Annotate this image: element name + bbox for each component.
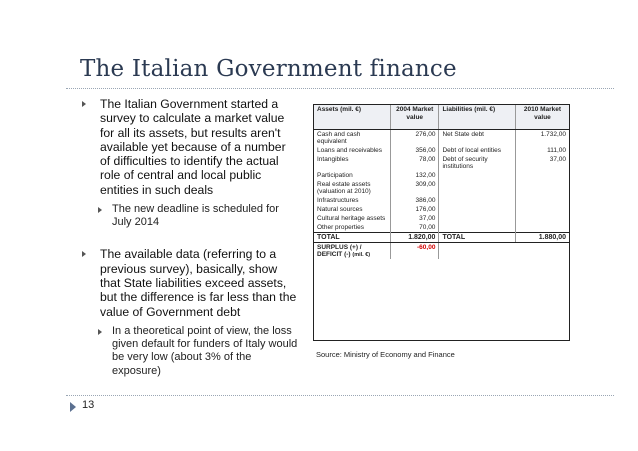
surplus-unit: (mil. €) — [352, 252, 371, 258]
asset-name: Infrastructures — [314, 196, 391, 205]
asset-value: 276,00 — [391, 130, 439, 147]
asset-value: 78,00 — [391, 155, 439, 171]
surplus-value: -60,00 — [391, 243, 439, 260]
table-row — [314, 196, 569, 205]
asset-name: Participation — [314, 171, 391, 180]
bullet-arrow-icon — [98, 329, 102, 335]
asset-value: 70,00 — [391, 223, 439, 233]
asset-name: Loans and receivables — [314, 146, 391, 155]
table-row — [314, 223, 569, 233]
table-row — [314, 155, 569, 171]
sub-bullet-item — [78, 203, 298, 229]
liability-name — [439, 223, 516, 233]
table-row — [314, 214, 569, 223]
total-row — [314, 233, 569, 243]
liability-value — [515, 196, 569, 205]
asset-value: 37,00 — [391, 214, 439, 223]
surplus-row — [314, 243, 569, 260]
surplus-label-text: SURPLUS (+) / DEFICIT (-) — [317, 244, 362, 258]
asset-value: 386,00 — [391, 196, 439, 205]
liability-name — [439, 180, 516, 196]
header-assets: Assets (mil. €) — [314, 105, 391, 130]
bullet-arrow-icon — [82, 251, 86, 257]
asset-value: 356,00 — [391, 146, 439, 155]
liability-name: Net State debt — [439, 130, 516, 147]
table-row — [314, 171, 569, 180]
bullet-item — [78, 247, 298, 318]
liability-name: Debt of local entities — [439, 146, 516, 155]
liability-value: 111,00 — [547, 147, 566, 154]
sub-bullet-text: In a theoretical point of view, the loss given default for funders of Italy would be very low (about 3% of the exposure) — [112, 324, 298, 377]
slide-title: The Italian Government finance — [80, 56, 457, 82]
page-marker-icon — [70, 402, 76, 412]
liability-value — [515, 205, 569, 214]
liability-name: Debt of security institutions — [439, 155, 516, 171]
liability-name — [439, 205, 516, 214]
source-caption: Source: Ministry of Economy and Finance — [316, 350, 455, 359]
liability-name — [439, 196, 516, 205]
title-divider — [66, 88, 614, 89]
table-row — [314, 205, 569, 214]
surplus-label — [314, 243, 391, 260]
bullet-arrow-icon — [98, 207, 102, 213]
bullet-list — [78, 97, 298, 378]
liability-name — [439, 171, 516, 180]
page-number: 13 — [82, 399, 95, 411]
liability-value — [515, 171, 569, 180]
total-liabilities-value: 1.880,00 — [515, 233, 569, 243]
liability-value — [515, 214, 569, 223]
liability-name — [439, 214, 516, 223]
asset-name: Cultural heritage assets — [314, 214, 391, 223]
liability-value — [515, 223, 569, 233]
asset-value: 176,00 — [391, 205, 439, 214]
bullet-arrow-icon — [82, 101, 86, 107]
footer-divider — [66, 395, 614, 396]
bullet-item — [78, 97, 298, 197]
total-assets-value: 1.820,00 — [391, 233, 439, 243]
empty-cell — [515, 243, 569, 260]
asset-name: Cash and cash equivalent — [314, 130, 391, 147]
sub-bullet-item — [78, 325, 298, 378]
total-label: TOTAL — [314, 233, 391, 243]
liability-value — [515, 180, 569, 196]
empty-cell — [439, 243, 516, 260]
bullet-text: The Italian Government started a survey to calculate a market value for all its assets, but results aren't available yet because of a number of difficulties to identify the actual role of central and local public entities in such deals — [100, 97, 286, 197]
table-row — [314, 146, 569, 155]
asset-name: Real estate assets (valuation at 2010) — [314, 180, 391, 196]
liability-value: 37,00 — [549, 156, 566, 163]
asset-name: Other properties — [314, 223, 391, 233]
table-header-row — [314, 105, 569, 130]
asset-name: Natural sources — [314, 205, 391, 214]
liability-value: 1.732,00 — [540, 131, 566, 138]
table-row — [314, 180, 569, 196]
balance-sheet-table — [313, 104, 570, 341]
asset-name: Intangibles — [314, 155, 391, 171]
header-2010-value: 2010 Market value — [515, 105, 569, 130]
table-row — [314, 130, 569, 147]
header-liabilities: Liabilities (mil. €) — [439, 105, 516, 130]
total-label: TOTAL — [439, 233, 516, 243]
asset-value: 132,00 — [391, 171, 439, 180]
header-2004-value: 2004 Market value — [391, 105, 439, 130]
asset-value: 309,00 — [391, 180, 439, 196]
bullet-text: The available data (referring to a previous survey), basically, show that State liabilities exceed assets, but the difference is far less than the value of Government debt — [100, 247, 297, 319]
sub-bullet-text: The new deadline is scheduled for July 2014 — [112, 203, 279, 229]
